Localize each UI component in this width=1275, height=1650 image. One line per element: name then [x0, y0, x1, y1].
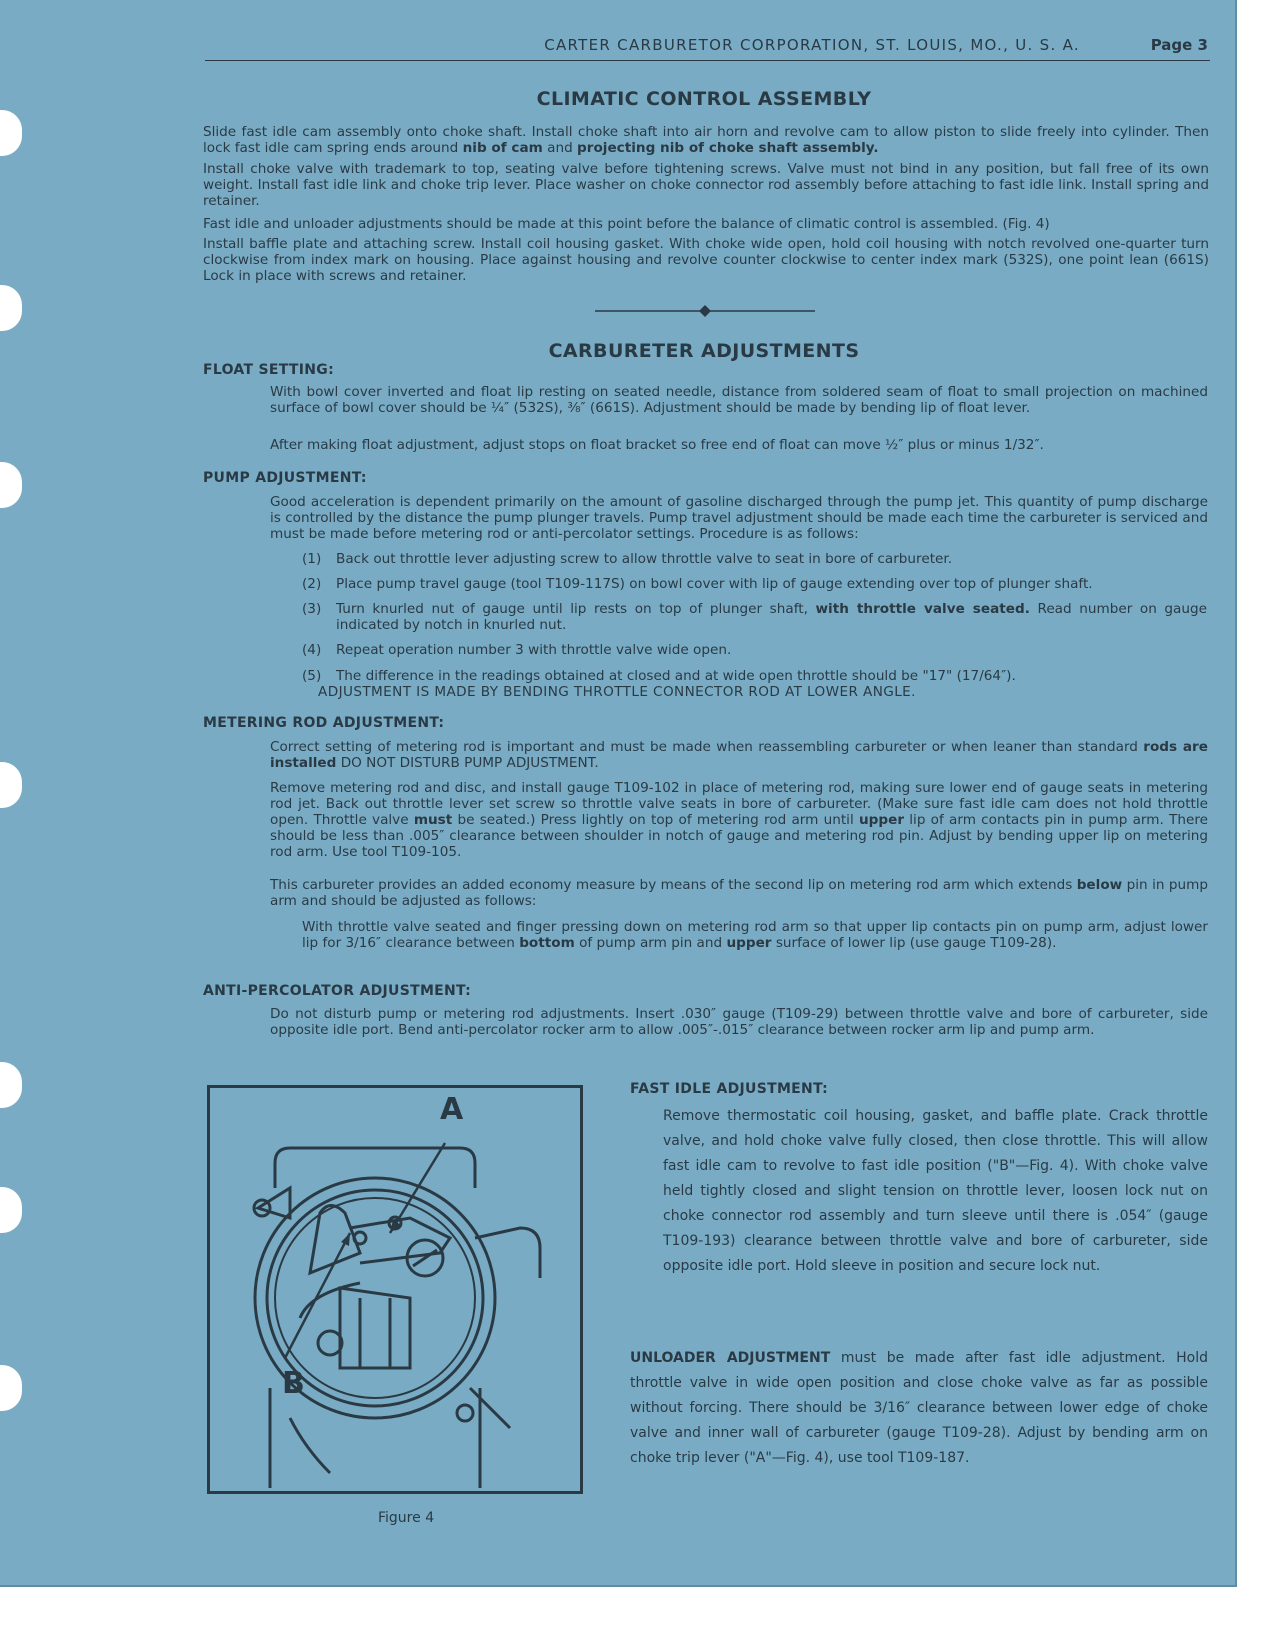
pump-step-2: (2) Place pump travel gauge (tool T109-117S) on bowl cover with lip of gauge extending over top of plunger shaft.	[302, 576, 1093, 592]
climatic-title: CLIMATIC CONTROL ASSEMBLY	[536, 88, 872, 110]
binder-hole	[0, 1365, 22, 1411]
binder-hole	[0, 762, 22, 808]
metering-paragraph-2: Remove metering rod and disc, and install gauge T109-102 in place of metering rod, making sure lower end of gauge seats in metering rod jet. Back out throttle lever set screw so throttle valve seats in bore of carbureter. (Make sure fast idle cam does not hold throttle open. Throttle valve must be seated.) Press lightly on top of metering rod arm until upper lip of arm contacts pin in pump arm. There should be less than .005″ clearance between shoulder in notch of gauge and metering rod pin. Adjust by bending upper lip on metering rod arm. Use tool T109-105.	[270, 780, 1208, 860]
climatic-paragraph-2: Install choke valve with trademark to top, seating valve before tightening screws. Valve must not bind in any position, but fall free of its own weight. Install fast idle link and choke trip lever. Place washer on choke connector rod assembly before attaching to fast idle link. Install spring and retainer.	[203, 161, 1209, 209]
unloader-heading: UNLOADER ADJUSTMENT	[630, 1350, 831, 1366]
pump-step-5: (5) The difference in the readings obtained at closed and at wide open throttle should be "17" (17/64″).	[302, 668, 1016, 684]
fastidle-heading: FAST IDLE ADJUSTMENT:	[630, 1081, 829, 1097]
float-heading: FLOAT SETTING:	[203, 362, 334, 378]
climatic-paragraph-4: Install baffle plate and attaching screw. Install coil housing gasket. With choke wide open, hold coil housing with notch revolved one-quarter turn clockwise from index mark on housing. Place against housing and revolve counter clockwise to center index mark (532S), one point lean (661S) Lock in place with screws and retainer.	[203, 236, 1209, 284]
binder-hole	[0, 285, 22, 331]
pump-paragraph-1: Good acceleration is dependent primarily on the amount of gasoline discharged through the pump jet. This quantity of pump discharge is controlled by the distance the pump plunger travels. Pump travel adjustment should be made each time the carbureter is serviced and must be made before metering rod or anti-percolator settings. Procedure is as follows:	[270, 494, 1208, 542]
running-header	[205, 34, 1210, 61]
climatic-paragraph-3: Fast idle and unloader adjustments should be made at this point before the balance of climatic control is assembled. (Fig. 4)	[203, 216, 1050, 232]
unloader-paragraph: UNLOADER ADJUSTMENT must be made after fast idle adjustment. Hold throttle valve in wide open position and close choke valve as far as possible without forcing. There should be 3/16″ clearance between lower edge of choke valve and inner wall of carbureter (gauge T109-28). Adjust by bending arm on choke trip lever ("A"—Fig. 4), use tool T109-187.	[630, 1350, 1208, 1466]
binder-hole	[0, 110, 22, 156]
pump-step-4: (4) Repeat operation number 3 with throttle valve wide open.	[302, 642, 732, 658]
binder-hole	[0, 1062, 22, 1108]
carburetor-diagram	[210, 1088, 580, 1491]
float-paragraph-2: After making float adjustment, adjust stops on float bracket so free end of float can move ½″ plus or minus 1/32″.	[270, 437, 1044, 453]
header-company: CARTER CARBURETOR CORPORATION, ST. LOUIS, MO., U. S. A.	[544, 36, 1080, 54]
figure-label-b: B	[282, 1366, 305, 1401]
pump-step-1: (1) Back out throttle lever adjusting screw to allow throttle valve to seat in bore of carbureter.	[302, 551, 953, 567]
antiperc-heading: ANTI-PERCOLATOR ADJUSTMENT:	[203, 983, 472, 999]
metering-paragraph-3: This carbureter provides an added economy measure by means of the second lip on metering rod arm which extends below pin in pump arm and should be adjusted as follows:	[270, 877, 1208, 909]
metering-heading: METERING ROD ADJUSTMENT:	[203, 715, 445, 731]
float-paragraph-1: With bowl cover inverted and float lip resting on seated needle, distance from soldered seam of float to small projection on machined surface of bowl cover should be ¼″ (532S), ⅜″ (661S). Adjustment should be made by bending lip of float lever.	[270, 384, 1208, 416]
pump-adjustment-note: ADJUSTMENT IS MADE BY BENDING THROTTLE CONNECTOR ROD AT LOWER ANGLE.	[318, 684, 916, 700]
binder-hole	[0, 1187, 22, 1233]
section-divider	[595, 304, 815, 318]
fastidle-paragraph: Remove thermostatic coil housing, gasket, and baffle plate. Crack throttle valve, and hold choke valve fully closed, then close throttle. This will allow fast idle cam to revolve to fast idle position ("B"—Fig. 4). With choke valve held tightly closed and slight tension on throttle lever, loosen lock nut on choke connector rod assembly and turn sleeve until there is .054″ (gauge T109-193) clearance between throttle valve and bore of carbureter, side opposite idle port. Hold sleeve in position and secure lock nut.	[663, 1108, 1208, 1274]
antiperc-paragraph-1: Do not disturb pump or metering rod adjustments. Insert .030″ gauge (T109-29) between throttle valve and bore of carbureter, side opposite idle port. Bend anti-percolator rocker arm to allow .005″-.015″ clearance between rocker arm lip and pump arm.	[270, 1006, 1208, 1038]
figure-label-a: A	[440, 1092, 464, 1127]
figure-caption: Figure 4	[378, 1510, 435, 1526]
metering-paragraph-1: Correct setting of metering rod is important and must be made when reassembling carbureter or when leaner than standard rods are installed DO NOT DISTURB PUMP ADJUSTMENT.	[270, 739, 1208, 771]
pump-heading: PUMP ADJUSTMENT:	[203, 470, 367, 486]
pump-step-3: (3) Turn knurled nut of gauge until lip rests on top of plunger shaft, with throttle valve seated. Read number on gauge indicated by notch in knurled nut.	[302, 601, 1207, 633]
binder-hole	[0, 462, 22, 508]
adjustments-title: CARBURETER ADJUSTMENTS	[548, 340, 860, 362]
page-number: Page 3	[1150, 36, 1208, 54]
climatic-paragraph-1: Slide fast idle cam assembly onto choke shaft. Install choke shaft into air horn and revolve cam to allow piston to slide freely into cylinder. Then lock fast idle cam spring ends around nib of cam and projecting nib of choke shaft assembly.	[203, 124, 1209, 156]
figure-4-illustration	[207, 1085, 583, 1494]
metering-paragraph-4: With throttle valve seated and finger pressing down on metering rod arm so that upper lip contacts pin on pump arm, adjust lower lip for 3/16″ clearance between bottom of pump arm pin and upper surface of lower lip (use gauge T109-28).	[302, 919, 1208, 951]
